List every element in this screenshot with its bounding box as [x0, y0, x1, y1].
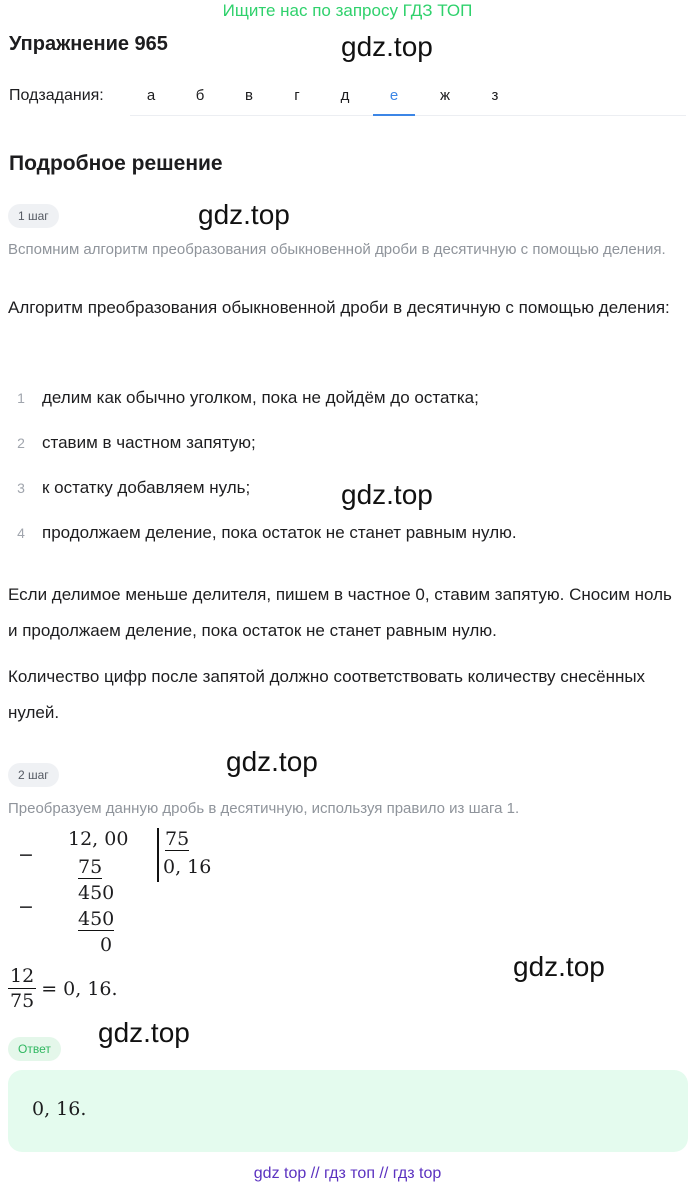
watermark: gdz.top: [198, 199, 290, 230]
list-item-text: к остатку добавляем нуль;: [42, 478, 251, 497]
fraction-denominator: 75: [10, 990, 35, 1012]
subtask-tab-e[interactable]: е: [373, 76, 415, 116]
equation-rhs: = 0, 16.: [41, 977, 118, 1000]
list-item: [8, 515, 517, 551]
fraction: [8, 964, 36, 1013]
list-item-number: 3: [17, 480, 25, 496]
result-equation: [8, 964, 118, 1013]
minus-sign: −: [18, 844, 34, 866]
list-item-number: 4: [17, 525, 25, 541]
digits-paragraph: Количество цифр после запятой должно соответствовать количеству снесённых нулей.: [8, 667, 646, 722]
list-item-text: продолжаем деление, пока остаток не станет равным нулю.: [42, 523, 517, 542]
list-item: [8, 425, 256, 461]
fraction-numerator: 12: [10, 965, 35, 987]
list-item: [8, 470, 250, 506]
rule-paragraph: Если делимое меньше делителя, пишем в частное 0, ставим запятую. Сносим ноль и продолжаем деление, пока остаток не станет равным нулю.: [8, 585, 672, 640]
divisor: 75: [165, 828, 190, 850]
division-bar: [157, 828, 159, 882]
list-item-number: 1: [17, 390, 25, 406]
subtasks-label: Подзадания:: [9, 87, 104, 104]
subtask-tab-v[interactable]: в: [245, 87, 253, 104]
subtask-tab-b[interactable]: б: [195, 87, 205, 104]
watermark: gdz.top: [341, 479, 433, 510]
step-2-badge: 2 шаг: [8, 763, 59, 787]
remainder-2: 0: [100, 934, 113, 956]
step-1-hint: Вспомним алгоритм преобразования обыкновенной дроби в десятичную с помощью деления.: [8, 241, 666, 258]
list-item: [8, 380, 479, 416]
answer-box: [8, 1070, 688, 1152]
answer-badge: Ответ: [8, 1037, 61, 1061]
list-item-text: делим как обычно уголком, пока не дойдём до остатка;: [42, 388, 479, 407]
subtask-tab-a[interactable]: а: [146, 87, 156, 104]
footer-links[interactable]: gdz top // гдз топ // гдз top: [253, 1165, 442, 1182]
long-division: [8, 826, 268, 960]
page-title: Упражнение 965: [9, 33, 168, 55]
subtrahend-2: 450: [78, 908, 115, 930]
answer-value: 0, 16.: [32, 1098, 87, 1120]
watermark: gdz.top: [341, 31, 433, 62]
subtrahend-1: 75: [78, 856, 103, 878]
list-item-number: 2: [17, 435, 25, 451]
search-banner[interactable]: Ищите нас по запросу ГДЗ ТОП: [222, 1, 473, 20]
list-item-text: ставим в частном запятую;: [42, 433, 256, 452]
minus-sign: −: [18, 896, 34, 918]
subtasks-tabs: [130, 76, 686, 116]
remainder-1: 450: [78, 882, 115, 904]
quotient: 0, 16: [163, 856, 212, 878]
watermark: gdz.top: [98, 1017, 190, 1048]
subtask-tab-d[interactable]: д: [340, 87, 350, 104]
watermark: gdz.top: [226, 746, 318, 777]
watermark: gdz.top: [513, 951, 605, 982]
step-1-badge: 1 шаг: [8, 204, 59, 228]
subtask-tab-z[interactable]: з: [491, 87, 499, 104]
subtask-tab-zh[interactable]: ж: [439, 87, 451, 104]
dividend: 12, 00: [68, 828, 129, 850]
subtask-tab-g[interactable]: г: [294, 87, 300, 104]
step-2-hint: Преобразуем данную дробь в десятичную, используя правило из шага 1.: [8, 800, 520, 817]
algorithm-intro: Алгоритм преобразования обыкновенной дроби в десятичную с помощью деления:: [8, 298, 670, 317]
solution-title: Подробное решение: [9, 152, 223, 175]
